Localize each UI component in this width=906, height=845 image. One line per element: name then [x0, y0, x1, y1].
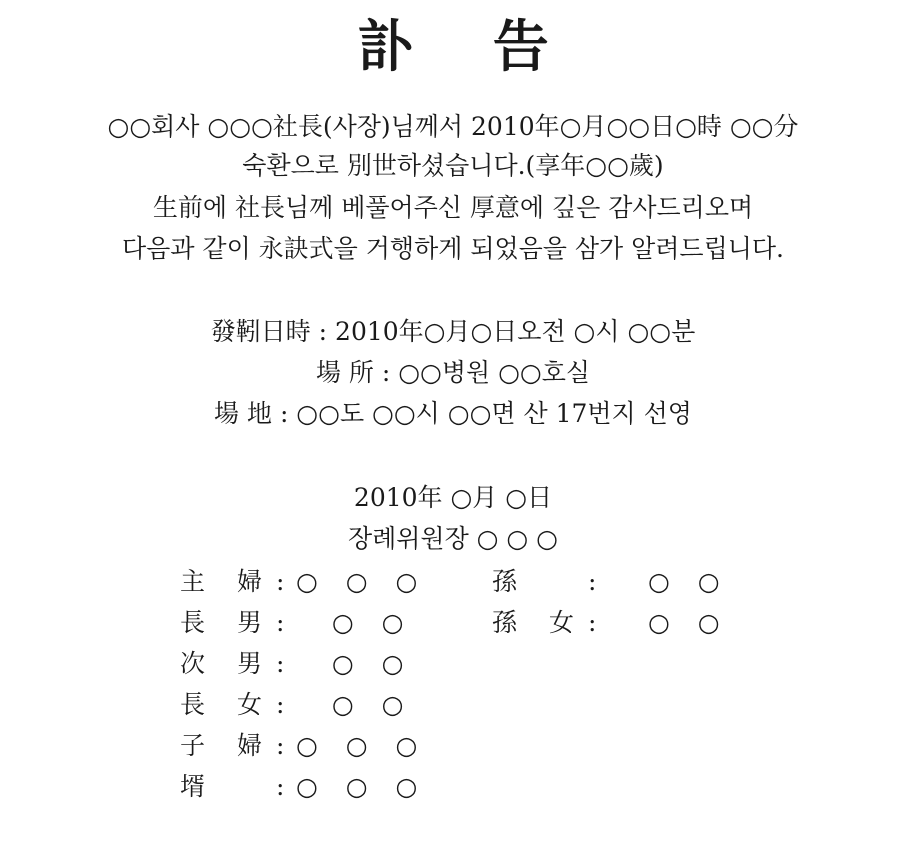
family-colon: :: [276, 772, 285, 801]
family-name: ○ ○: [648, 608, 730, 637]
family-name: ○ ○: [296, 649, 414, 678]
family-colon: :: [276, 649, 285, 678]
procession-datetime: 發靷日時 : 2010年○月○日오전 ○시 ○○분: [210, 317, 696, 346]
family-colon: :: [276, 731, 285, 760]
family-relation: 次 男: [180, 649, 274, 678]
family-row: [492, 566, 752, 607]
family-name: ○ ○: [296, 690, 414, 719]
family-relation: 孫 女: [492, 608, 586, 637]
notice-date: 2010年 ○月 ○日: [353, 483, 553, 512]
family-relation: 孫: [492, 567, 530, 596]
family-colon: :: [588, 608, 597, 637]
family-name: ○ ○ ○: [296, 567, 428, 596]
family-name: ○ ○ ○: [296, 731, 428, 760]
family-list-left: [180, 566, 440, 812]
family-relation: 長 男: [180, 608, 274, 637]
burial-site: 場 地 : ○○도 ○○시 ○○면 산 17번지 선영: [214, 399, 692, 428]
family-relation: 主 婦: [180, 567, 274, 596]
family-row: [180, 607, 440, 648]
funeral-location: 場 所 : ○○병원 ○○호실: [315, 358, 591, 387]
announcement-line-4: 다음과 같이 永訣式을 거행하게 되었음을 삼가 알려드립니다.: [122, 234, 784, 263]
family-row: [180, 771, 440, 812]
family-row: [180, 648, 440, 689]
announcement-line-3: 生前에 社長님께 베풀어주신 厚意에 깊은 감사드리오며: [152, 193, 754, 222]
family-row: [180, 689, 440, 730]
family-name: ○ ○ ○: [296, 772, 428, 801]
family-row: [492, 607, 752, 648]
family-colon: :: [276, 567, 285, 596]
family-row: [180, 730, 440, 771]
family-relation: 長 女: [180, 690, 274, 719]
announcement-line-1: ○○회사 ○○○社長(사장)님께서 2010年○月○○日○時 ○○分: [107, 112, 799, 141]
family-list-right: [492, 566, 752, 648]
family-relation: 子 婦: [180, 731, 274, 760]
family-name: ○ ○: [296, 608, 414, 637]
family-relation: 壻: [180, 772, 218, 801]
family-name: ○ ○: [648, 567, 730, 596]
document-title: 訃 告: [357, 14, 579, 80]
family-row: [180, 566, 440, 607]
family-colon: :: [276, 690, 285, 719]
funeral-committee-chair: 장례위원장 ○ ○ ○: [347, 524, 559, 553]
family-colon: :: [276, 608, 285, 637]
family-colon: :: [588, 567, 597, 596]
announcement-line-2: 숙환으로 別世하셨습니다.(享年○○歲): [242, 151, 664, 180]
